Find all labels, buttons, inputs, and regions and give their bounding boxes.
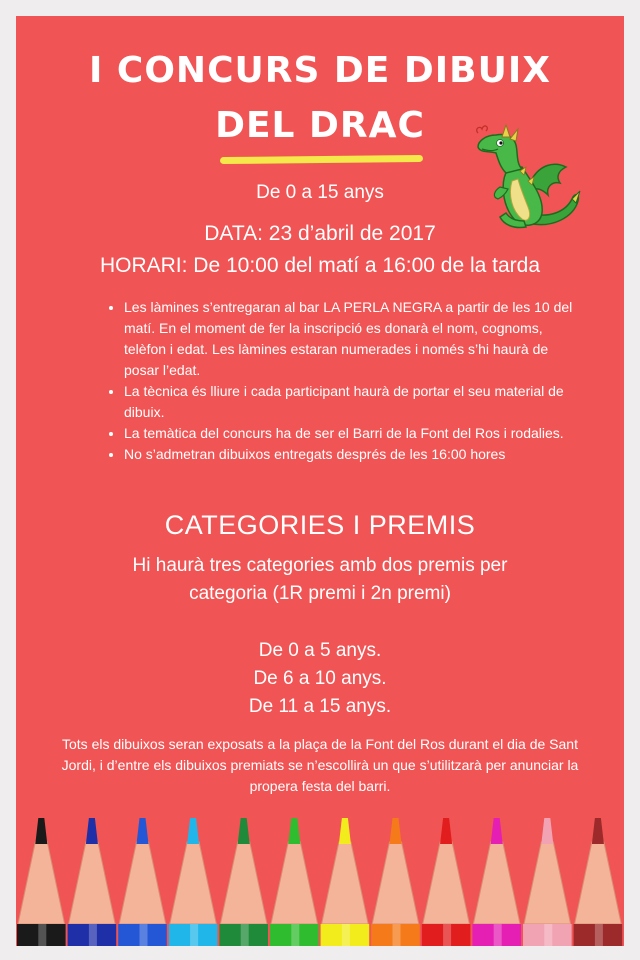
title-line-1: I CONCURS DE DIBUIX bbox=[88, 50, 552, 91]
pencil-icon bbox=[321, 818, 370, 946]
colored-pencils-icon bbox=[16, 816, 624, 946]
pencil-icon bbox=[118, 818, 167, 946]
pencil-icon bbox=[523, 818, 572, 946]
rules-item: • No s’admetran dibuixos entregats després de les 16:00 hores bbox=[124, 444, 584, 465]
age-range: De 0 a 15 anys bbox=[256, 182, 384, 203]
title-underline bbox=[220, 155, 423, 164]
pencil-icon bbox=[270, 818, 319, 946]
categories-description: Hi haurà tres categories amb dos premis per categoria (1R premi i 2n premi) bbox=[132, 555, 508, 604]
pencil-icon bbox=[422, 818, 471, 946]
rules-item: • La temàtica del concurs ha de ser el Barri de la Font del Ros i rodalies. bbox=[124, 423, 584, 444]
event-date: DATA: 23 d’abril de 2017 bbox=[204, 222, 436, 245]
pencil-icon bbox=[371, 818, 420, 946]
category-item: De 0 a 5 anys. bbox=[258, 640, 382, 661]
rules-list bbox=[108, 297, 584, 465]
pencil-icon bbox=[219, 818, 268, 946]
category-item: De 11 a 15 anys. bbox=[248, 696, 392, 717]
pencil-icon bbox=[17, 818, 66, 946]
rules-item: • La tècnica és lliure i cada participant haurà de portar el seu material de dibuix. bbox=[124, 381, 584, 423]
pencil-icon bbox=[68, 818, 117, 946]
closing-note: Tots els dibuixos seran exposats a la plaça de la Font del Ros durant el dia de Sant Jordi, i d’entre els dibuixos premiats se n’escollirà un que s’utilitzarà per anunciar la propera festa del barri. bbox=[61, 736, 579, 794]
category-item: De 6 a 10 anys. bbox=[253, 668, 387, 689]
pencil-icon bbox=[574, 818, 623, 946]
poster bbox=[16, 16, 624, 946]
event-hours: HORARI: De 10:00 del matí a 16:00 de la tarda bbox=[99, 254, 541, 277]
title-line-2: DEL DRAC bbox=[215, 105, 425, 146]
pencil-icon bbox=[169, 818, 218, 946]
rules-item: • Les làmines s’entregaran al bar LA PERLA NEGRA a partir de les 10 del matí. En el moment de fer la inscripció es donarà el nom, cognoms, telèfon i edat. Les làmines estaran numerades i només s’hi haurà de posar l’edat. bbox=[124, 297, 584, 381]
pencil-icon bbox=[472, 818, 521, 946]
categories-heading: CATEGORIES I PREMIS bbox=[164, 510, 476, 540]
